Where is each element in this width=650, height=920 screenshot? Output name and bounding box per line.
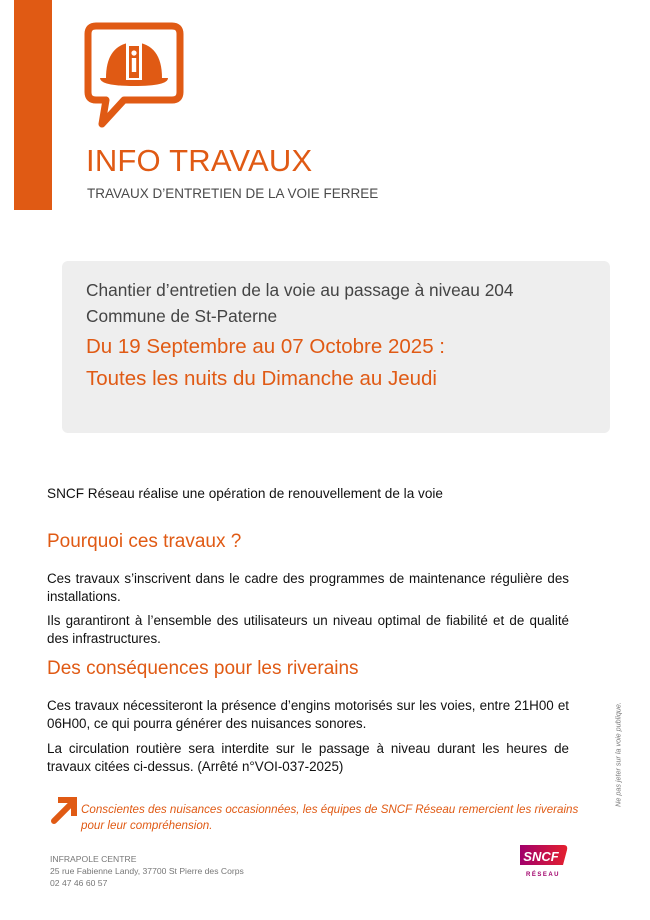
paragraph: Ils garantiront à l’ensemble des utilisateurs un niveau optimal de fiabilité et de qualité des infrastructures. [47,613,569,646]
sncf-reseau-logo [518,842,570,880]
section-heading-why: Pourquoi ces travaux ? [47,531,242,552]
info-box [62,261,610,433]
footer-phone: 02 47 46 60 57 [50,878,108,888]
schedule: Toutes les nuits du Dimanche au Jeudi [86,367,437,390]
page-title: INFO TRAVAUX [86,143,313,178]
helmet-info-speech-bubble-icon [84,22,184,132]
commune-name: Commune de St-Paterne [86,306,278,326]
date-range: Du 19 Septembre au 07 Octobre 2025 : [86,335,445,358]
section-heading-consequences: Des conséquences pour les riverains [47,658,359,679]
footer-address: 25 rue Fabienne Landy, 37700 St Pierre des Corps [50,866,244,876]
accent-side-bar [14,0,52,210]
paragraph: Ces travaux s’inscrivent dans le cadre des programmes de maintenance régulière des installations. [47,571,569,604]
page-subtitle: TRAVAUX D’ENTRETIEN DE LA VOIE FERREE [87,186,379,201]
arrow-up-right-icon [49,796,77,824]
footer-contact [50,853,244,889]
footer-org: INFRAPOLE CENTRE [50,854,137,864]
thanks-message: Conscientes des nuisances occasionnées, les équipes de SNCF Réseau remercient les riverains pour leur compréhension. [81,803,579,832]
sncf-logo-text: SNCF [523,849,559,864]
intro-text: SNCF Réseau réalise une opération de renouvellement de la voie [47,486,443,501]
paragraph: Ces travaux nécessiteront la présence d’engins motorisés sur les voies, entre 21H00 et 06H00, ce qui pourra générer des nuisances sonores. [47,698,569,731]
paragraph: La circulation routière sera interdite sur le passage à niveau durant les heures de travaux citées ci-dessus. (Arrêté n°VOI-037-2025) [47,741,569,774]
worksite-description: Chantier d’entretien de la voie au passage à niveau 204 [86,280,514,300]
vertical-disposal-note: Ne pas jeter sur la voie publique. [613,702,623,807]
reseau-logo-text: RÉSEAU [525,872,561,878]
